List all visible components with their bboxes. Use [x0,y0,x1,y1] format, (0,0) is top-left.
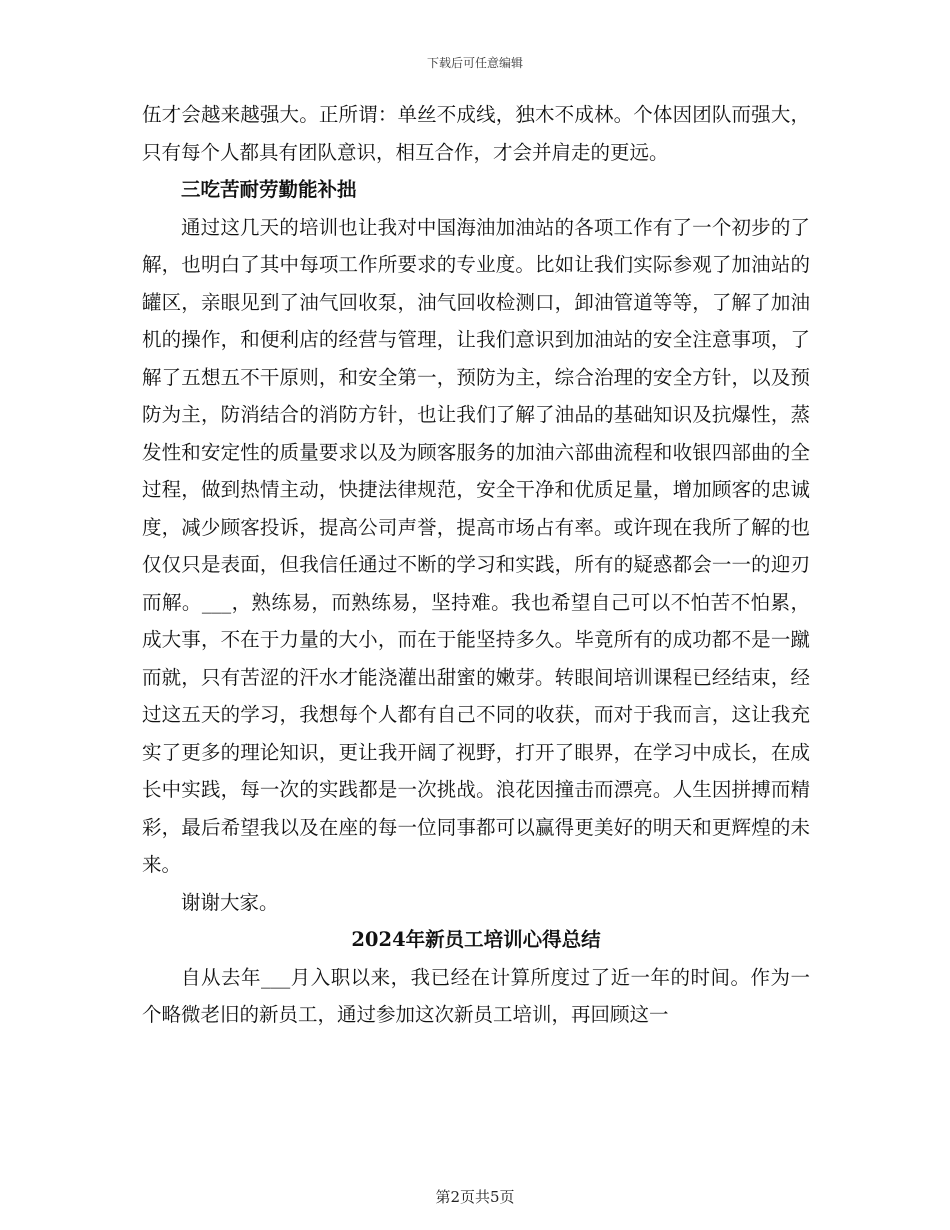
paragraph-training: 通过这几天的培训也让我对中国海油加油站的各项工作有了一个初步的了解，也明白了其中每项工作所要求的专业度。比如让我们实际参观了加油站的罐区，亲眼见到了油气回收泵，油气回收检测口，卸油管道等等，了解了加油机的操作，和便利店的经营与管理，让我们意识到加油站的安全注意事项，了解了五想五不干原则，和安全第一，预防为主，综合治理的安全方针，以及预防为主，防消结合的消防方针，也让我们了解了油品的基础知识及抗爆性，蒸发性和安定性的质量要求以及为顾客服务的加油六部曲流程和收银四部曲的全过程，做到热情主动，快捷法律规范，安全干净和优质足量，增加顾客的忠诚度，减少顾客投诉，提高公司声誉，提高市场占有率。或许现在我所了解的也仅仅只是表面，但我信任通过不断的学习和实践，所有的疑惑都会一一的迎刃而解。___，熟练易，而熟练易，坚持难。我也希望自己可以不怕苦不怕累，成大事，不在于力量的大小，而在于能坚持多久。毕竟所有的成功都不是一蹴而就，只有苦涩的汗水才能浇灌出甜蜜的嫩芽。转眼间培训课程已经结束，经过这五天的学习，我想每个人都有自己不同的收获，而对于我而言，这让我充实了更多的理论知识，更让我开阔了视野，打开了眼界，在学习中成长，在成长中实践，每一次的实践都是一次挑战。浪花因撞击而漂亮。人生因拼搏而精彩，最后希望我以及在座的每一位同事都可以赢得更美好的明天和更辉煌的未来。 [142,215,810,876]
document-body [142,96,810,1034]
page-number: 第2页共5页 [435,1188,515,1206]
section-heading: 三吃苦耐劳勤能补拙 [181,178,357,201]
article-title: 2024年新员工培训心得总结 [351,928,601,951]
paragraph-continued: 伍才会越来越强大。正所谓：单丝不成线，独木不成林。个体因团队而强大，只有每个人都具有团队意识，相互合作，才会并肩走的更远。 [142,103,810,164]
paragraph-thanks: 谢谢大家。 [181,890,279,914]
paragraph-intro: 自从去年___月入职以来，我已经在计算所度过了近一年的时间。作为一个略微老旧的新员工，通过参加这次新员工培训，再回顾这一 [142,965,810,1026]
page-header-note: 下载后可任意编辑 [426,56,523,70]
